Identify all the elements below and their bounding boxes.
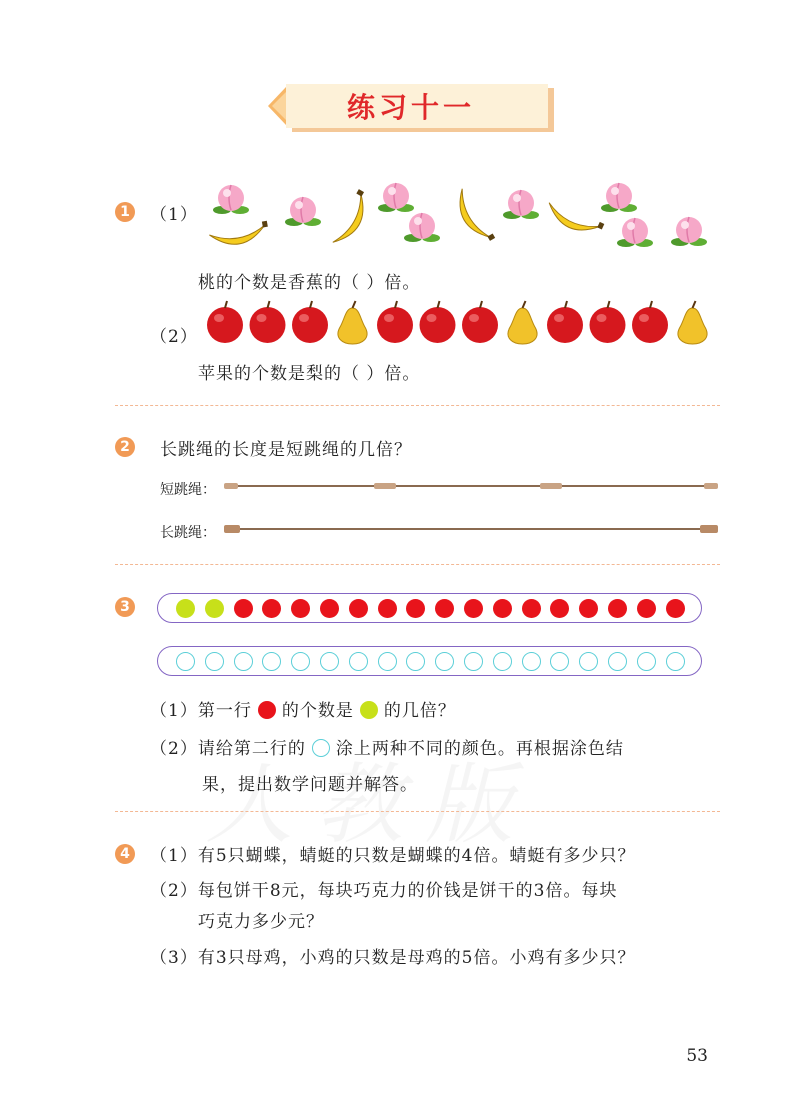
apple-icon [462, 301, 498, 343]
banana-icon [450, 187, 495, 247]
red-dot [234, 599, 253, 618]
dot-row-1 [157, 593, 702, 623]
peach-icon [285, 197, 321, 226]
q4-part2-label: （2） [150, 881, 198, 901]
q3-part2-pre: 请给第二行的 [197, 739, 306, 759]
q4-part2-line2: 巧克力多少元？ [198, 912, 324, 932]
empty-circle [464, 652, 483, 671]
q4-part1 [150, 841, 635, 866]
empty-circle [666, 652, 685, 671]
q3-part1-pre: 第一行 [197, 701, 252, 721]
fruit-row-apple-pear [203, 300, 723, 346]
red-dot [435, 599, 454, 618]
empty-circle [291, 652, 310, 671]
empty-circle [320, 652, 339, 671]
q4-part2-text: 每包饼干8元，每块巧克力的价钱是饼干的3倍。每块 [197, 881, 618, 901]
empty-circle [637, 652, 656, 671]
green-dot-icon [360, 701, 378, 719]
green-dot [176, 599, 195, 618]
banana-icon [543, 199, 604, 240]
q4-part3-text: 有3只母鸡，小鸡的只数是母鸡的5倍。小鸡有多少只？ [197, 948, 636, 968]
q4-part1-label: （1） [150, 846, 198, 866]
q4-part3-label: （3） [150, 948, 198, 968]
empty-circle [435, 652, 454, 671]
empty-circle [234, 652, 253, 671]
apple-icon [632, 301, 668, 343]
red-dot [550, 599, 569, 618]
empty-circle [579, 652, 598, 671]
empty-circle [262, 652, 281, 671]
red-dot [579, 599, 598, 618]
empty-circle [349, 652, 368, 671]
q3-part2-line2: 果，提出数学问题并解答。 [202, 775, 418, 795]
peach-icon [601, 183, 637, 212]
q3-part1-label: （1） [150, 701, 198, 721]
question-number-1: 1 [115, 202, 135, 222]
red-dot [378, 599, 397, 618]
pear-icon [678, 301, 707, 344]
q3-part2-label: （2） [150, 739, 198, 759]
question-number-4: 4 [115, 844, 135, 864]
red-dot [349, 599, 368, 618]
section-divider [115, 811, 720, 812]
title-banner [268, 84, 554, 132]
peach-icon [617, 218, 653, 247]
section-divider [115, 405, 720, 406]
section-divider [115, 564, 720, 565]
red-dot [320, 599, 339, 618]
short-rope-diagram [222, 478, 720, 494]
empty-circle [493, 652, 512, 671]
peach-icon [671, 217, 707, 246]
q1-part1-text: 桃的个数是香蕉的（ ）倍。 [198, 273, 421, 293]
red-dot [291, 599, 310, 618]
q3-part1-mid: 的个数是 [281, 701, 354, 721]
peach-icon [213, 185, 249, 214]
apple-icon [420, 301, 456, 343]
long-rope-diagram [222, 521, 720, 537]
empty-circle [406, 652, 425, 671]
pear-icon [338, 301, 367, 344]
apple-icon [292, 301, 328, 343]
peach-icon [404, 213, 440, 242]
page-number: 53 [686, 1046, 708, 1066]
red-dot-icon [258, 701, 276, 719]
green-dot [205, 599, 224, 618]
peach-icon [378, 183, 414, 212]
empty-circle [378, 652, 397, 671]
empty-circle [608, 652, 627, 671]
red-dot [608, 599, 627, 618]
question-number-3: 3 [115, 597, 135, 617]
red-dot [262, 599, 281, 618]
q4-part3 [150, 943, 635, 968]
apple-icon [377, 301, 413, 343]
apple-icon [590, 301, 626, 343]
q1-part2-text: 苹果的个数是梨的（ ）倍。 [198, 364, 421, 384]
fruit-row-peach-banana [200, 176, 725, 251]
empty-circle [176, 652, 195, 671]
q4-part1-text: 有5只蝴蝶，蜻蜓的只数是蝴蝶的4倍。蜻蜓有多少只？ [197, 846, 636, 866]
apple-icon [547, 301, 583, 343]
red-dot [522, 599, 541, 618]
red-dot [493, 599, 512, 618]
q3-part1-post: 的几倍？ [383, 701, 456, 721]
red-dot [464, 599, 483, 618]
red-dot [406, 599, 425, 618]
empty-circle [550, 652, 569, 671]
empty-circle [522, 652, 541, 671]
page-title: 练习十一 [346, 91, 475, 124]
q4-part2 [150, 876, 617, 901]
q1-part2-label: （2） [150, 327, 198, 347]
red-dot [637, 599, 656, 618]
short-rope-label: 短跳绳： [160, 482, 216, 498]
q3-part1 [150, 696, 456, 721]
dot-row-2 [157, 646, 702, 676]
banana-icon [209, 221, 270, 249]
banana-icon [329, 189, 374, 249]
question-number-2: 2 [115, 437, 135, 457]
apple-icon [207, 301, 243, 343]
q2-text: 长跳绳的长度是短跳绳的几倍？ [160, 440, 412, 460]
apple-icon [250, 301, 286, 343]
peach-icon [503, 190, 539, 219]
empty-circle [205, 652, 224, 671]
q1-part1-label: （1） [150, 205, 198, 225]
long-rope-label: 长跳绳： [160, 525, 216, 541]
q3-part2-post: 涂上两种不同的颜色。再根据涂色结 [335, 739, 624, 759]
red-dot [666, 599, 685, 618]
pear-icon [508, 301, 537, 344]
